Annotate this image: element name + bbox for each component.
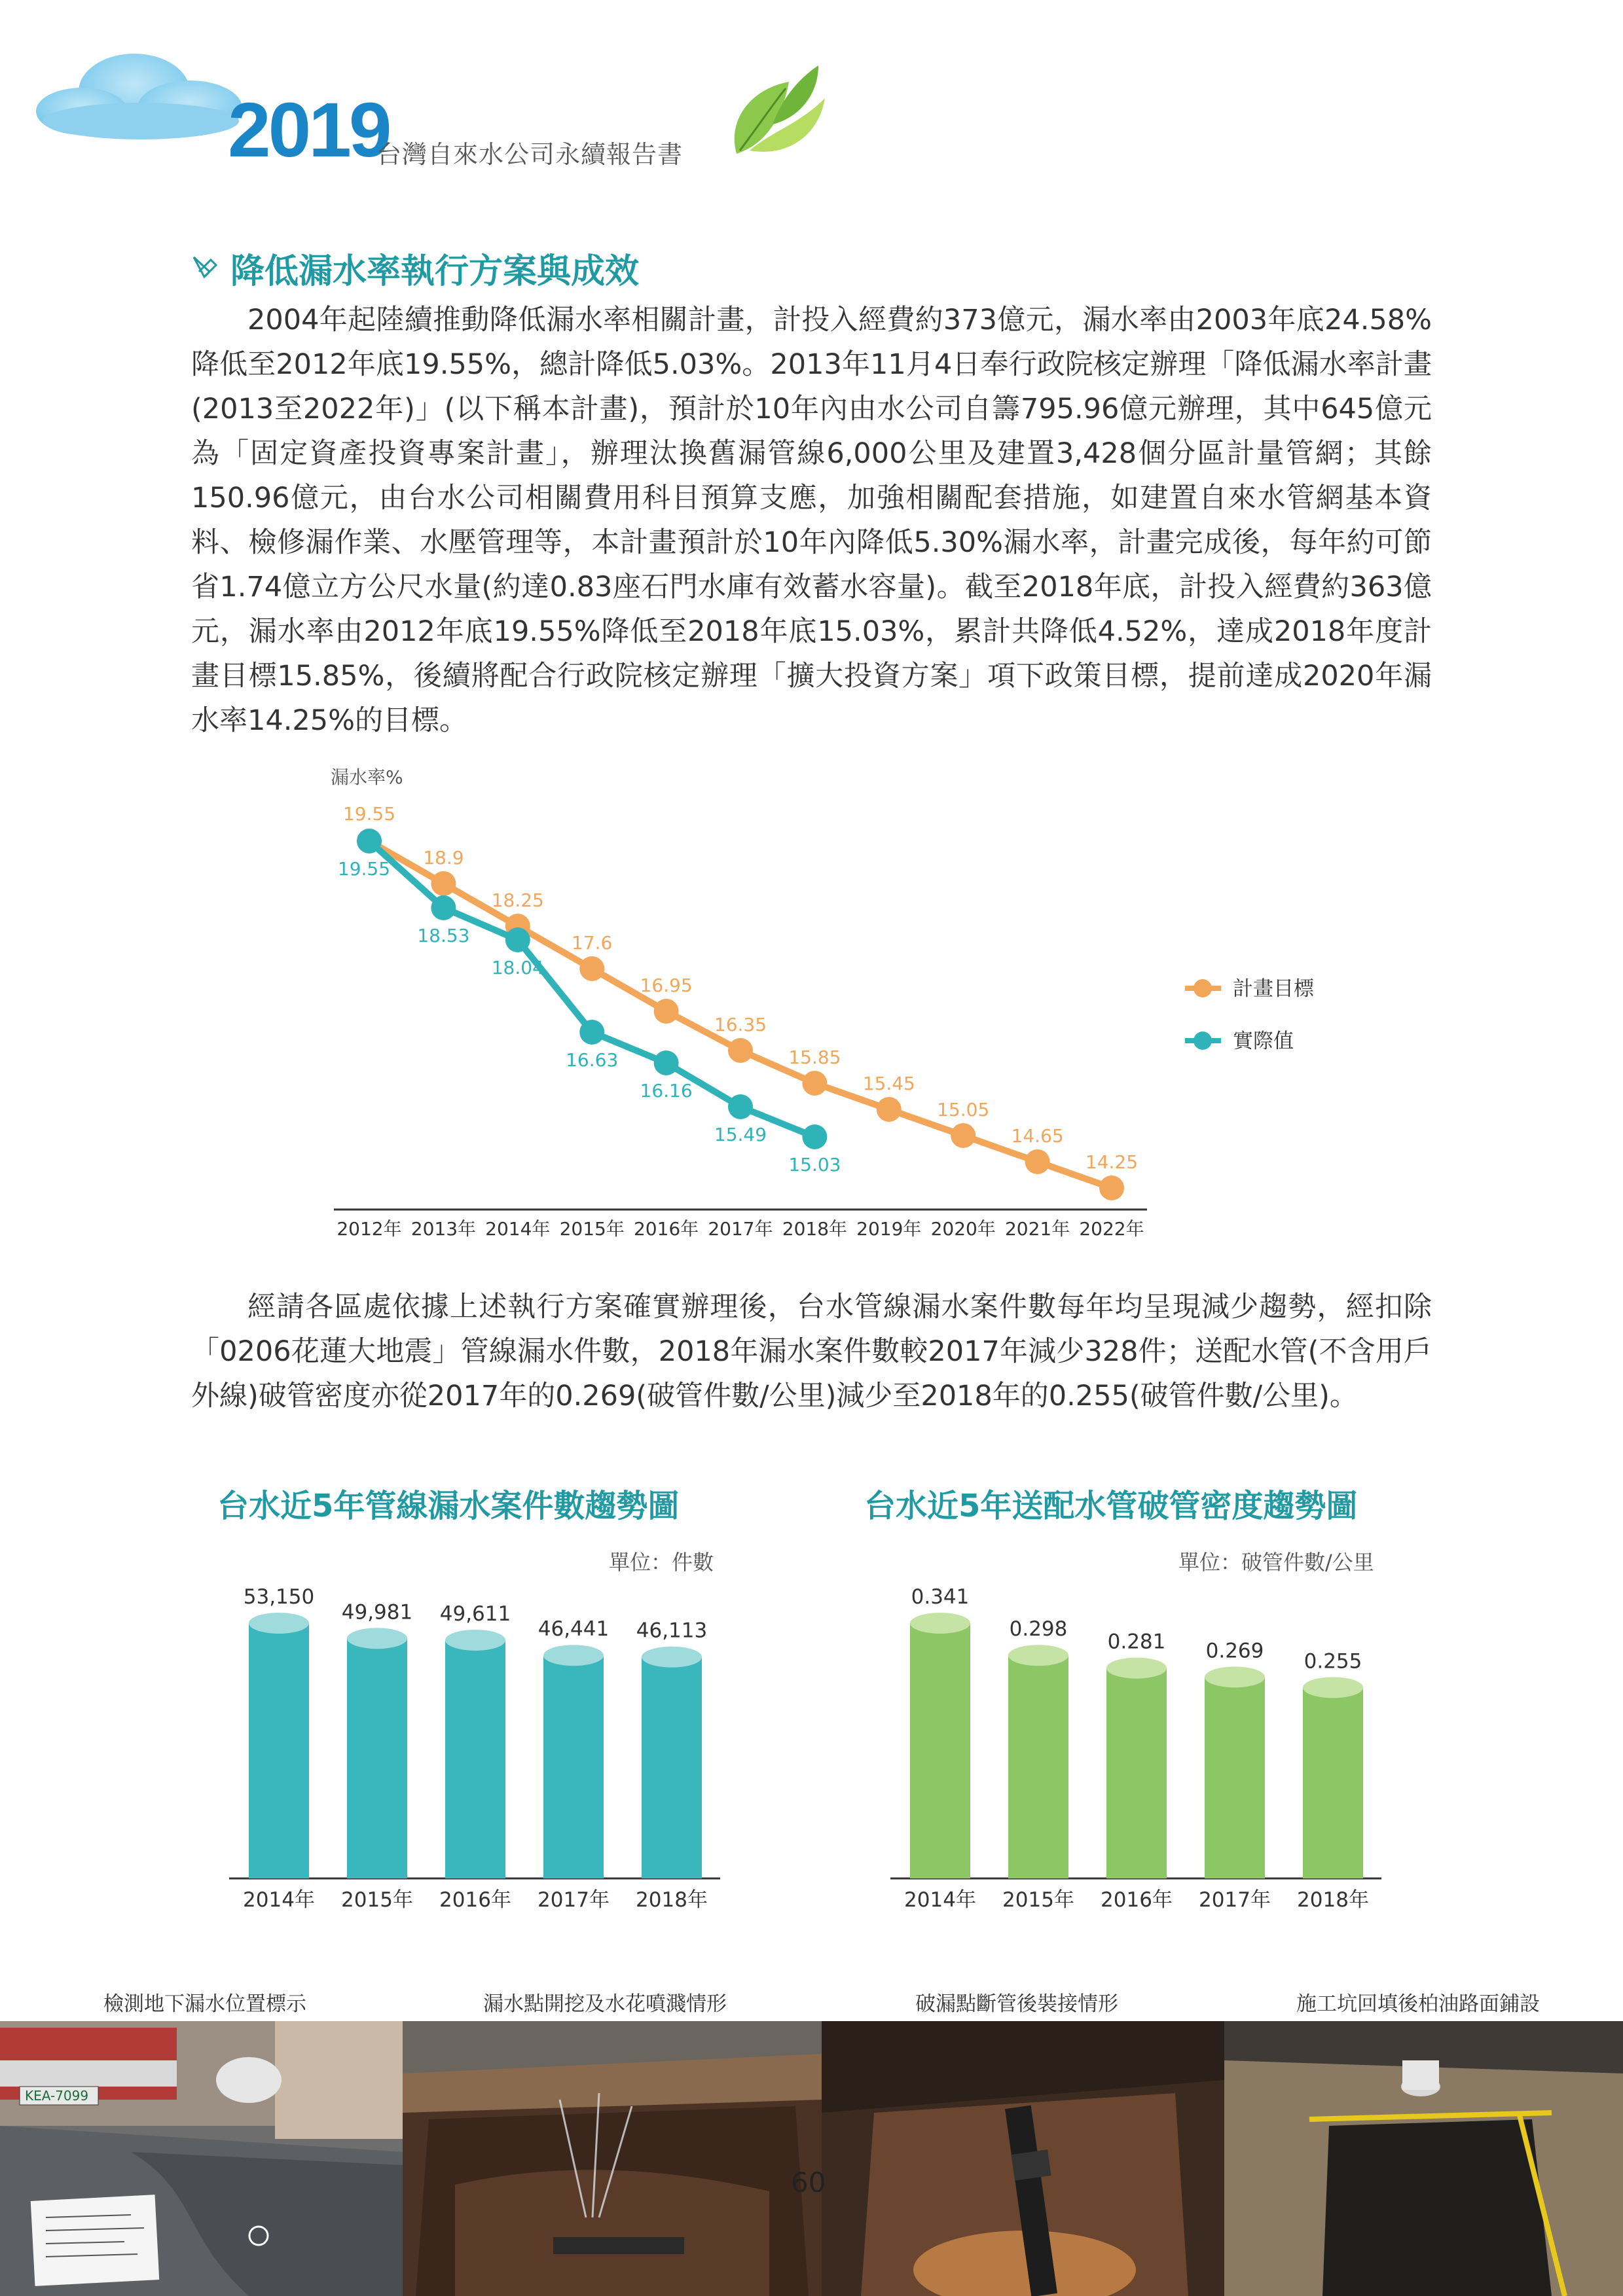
photo-pipe-reconnection: [822, 2021, 1224, 2296]
leak-bar: [347, 1638, 407, 1878]
density-x-tick: 2014年: [904, 1888, 976, 1912]
line-data-label: 15.85: [788, 1047, 841, 1068]
line-point: [579, 956, 604, 981]
leaf-icon: [720, 59, 831, 164]
leak-data-label: 46,113: [636, 1619, 708, 1643]
line-data-label: 16.63: [566, 1049, 619, 1071]
line-chart-x-tick: 2022年: [1079, 1218, 1144, 1240]
line-chart-x-tick: 2018年: [782, 1218, 848, 1240]
photo-asphalt-paving: [1224, 2021, 1623, 2296]
leak-chart-title: 台水近5年管線漏水案件數趨勢圖: [217, 1488, 680, 1524]
leak-chart-unit: 單位：件數: [609, 1550, 714, 1575]
density-x-tick: 2015年: [1002, 1888, 1074, 1912]
density-data-label: 0.255: [1304, 1649, 1362, 1674]
leak-bar: [249, 1623, 309, 1878]
leak-cases-bar-chart: [216, 1558, 733, 1924]
line-point: [357, 829, 382, 853]
line-data-label: 14.25: [1085, 1151, 1139, 1173]
leak-x-tick: 2014年: [243, 1888, 315, 1912]
density-chart-unit: 單位：破管件數/公里: [1178, 1550, 1374, 1575]
line-data-label: 15.45: [862, 1073, 915, 1094]
pipe-density-bar-chart: [877, 1558, 1395, 1924]
line-data-label: 15.05: [937, 1099, 990, 1121]
line-chart-x-tick: 2020年: [930, 1218, 996, 1240]
line-data-label: 15.49: [714, 1124, 767, 1145]
line-chart-x-tick: 2016年: [633, 1218, 699, 1240]
section-title: 降低漏水率執行方案與成效: [230, 252, 640, 291]
line-data-label: 19.55: [337, 858, 391, 880]
line-chart-x-tick: 2015年: [559, 1218, 625, 1240]
line-data-label: 16.35: [714, 1014, 767, 1035]
line-data-label: 16.95: [640, 975, 693, 996]
leak-x-tick: 2017年: [538, 1888, 610, 1912]
photo-caption-2: 漏水點開挖及水花噴濺情形: [483, 1992, 727, 2016]
legend-label: 計畫目標: [1233, 977, 1314, 1001]
density-data-label: 0.269: [1205, 1639, 1264, 1663]
density-bar-cap: [1106, 1658, 1167, 1679]
leak-bar-cap: [249, 1613, 309, 1634]
leak-rate-line-chart: [288, 759, 1314, 1257]
leak-bar-cap: [642, 1647, 702, 1668]
density-chart-title: 台水近5年送配水管破管密度趨勢圖: [864, 1488, 1358, 1524]
line-point: [1025, 1149, 1050, 1174]
intro-paragraph: 2004年起陸續推動降低漏水率相關計畫，計投入經費約373億元，漏水率由2003年底24.58%降低至2012年底19.55%，總計降低5.03%。2013年11月4日奉行政院核定辦理「降低漏水率計畫(2013至2022年)」(以下稱本計畫)，預計於10年內由水公司自籌795.96億元辦理，其中645億元為「固定資產投資專案計畫」，辦理汰換舊漏管線6,000公里及建置3,428個分區計量管網；其餘150.96億元，由台水公司相關費用科目預算支應，加強相關配套措施，如建置自來水管網基本資料、檢修漏作業、水壓管理等，本計畫預計於10年內降低5.30%漏水率，計畫完成後，每年約可節省1.74億立方公尺水量(約達0.83座石門水庫有效蓄水容量)。截至2018年底，計投入經費約363億元，漏水率由2012年底19.55%降低至2018年底15.03%，累計共降低4.52%，達成2018年度計畫目標15.85%，後續將配合行政院核定辦理「擴大投資方案」項下政策目標，提前達成2020年漏水率14.25%的目標。: [191, 304, 1432, 737]
photo-caption-1: 檢測地下漏水位置標示: [103, 1992, 306, 2016]
leak-x-tick: 2018年: [636, 1888, 708, 1912]
leak-x-tick: 2015年: [341, 1888, 413, 1912]
legend-swatch-dot: [1194, 1031, 1212, 1050]
leak-x-tick: 2016年: [439, 1888, 511, 1912]
photo-caption-3: 破漏點斷管後裝接情形: [915, 1992, 1118, 2016]
density-bar: [1008, 1655, 1068, 1878]
line-data-label: 16.16: [640, 1080, 693, 1102]
leak-data-label: 46,441: [538, 1617, 610, 1641]
legend-swatch-dot: [1194, 979, 1212, 997]
density-bar-cap: [1205, 1666, 1265, 1687]
leak-data-label: 49,981: [341, 1600, 413, 1624]
density-bar: [1303, 1687, 1363, 1878]
line-point: [431, 895, 456, 920]
density-x-tick: 2018年: [1297, 1888, 1369, 1912]
line-chart-x-tick: 2021年: [1004, 1218, 1070, 1240]
line-chart-x-tick: 2012年: [337, 1218, 402, 1240]
line-point: [1099, 1175, 1124, 1200]
photo-excavation-water-spray: [403, 2021, 822, 2296]
density-bar: [1205, 1677, 1265, 1878]
density-x-tick: 2017年: [1199, 1888, 1271, 1912]
line-point: [877, 1097, 902, 1122]
leak-bar: [445, 1640, 505, 1878]
line-data-label: 14.65: [1011, 1125, 1064, 1147]
line-chart-x-tick: 2017年: [708, 1218, 773, 1240]
leak-bar: [642, 1657, 702, 1878]
line-point: [654, 1050, 679, 1075]
line-point: [579, 1020, 604, 1045]
photo-caption-4: 施工坑回填後柏油路面鋪設: [1296, 1992, 1540, 2016]
line-data-label: 18.9: [423, 847, 464, 869]
photo-leak-detection-marking: [0, 2021, 403, 2296]
density-bar-cap: [1303, 1677, 1363, 1698]
leak-bar-cap: [543, 1645, 604, 1666]
density-bar: [1106, 1668, 1167, 1878]
line-data-label: 18.53: [417, 925, 470, 946]
density-bar: [910, 1623, 970, 1878]
page-number: 60: [791, 2166, 826, 2198]
line-chart-x-tick: 2014年: [485, 1218, 551, 1240]
line-point: [802, 1071, 827, 1096]
line-data-label: 17.6: [572, 932, 613, 954]
line-point: [431, 871, 456, 896]
line-point: [728, 1094, 753, 1119]
density-bar-cap: [1008, 1645, 1068, 1666]
density-bar-cap: [910, 1613, 970, 1634]
line-chart-x-tick: 2019年: [856, 1218, 922, 1240]
line-point: [802, 1124, 827, 1149]
line-point: [728, 1038, 753, 1063]
line-point: [654, 999, 679, 1024]
line-data-label: 15.03: [788, 1154, 841, 1175]
leak-bar-cap: [347, 1628, 407, 1649]
line-chart-legend: [1185, 977, 1315, 1053]
line-chart-y-label: 漏水率%: [331, 766, 403, 788]
line-data-label: 18.25: [491, 889, 544, 911]
density-x-tick: 2016年: [1101, 1888, 1173, 1912]
leak-data-label: 53,150: [243, 1585, 315, 1609]
header-title: 台灣自來水公司永續報告書: [376, 140, 684, 169]
leak-bar-cap: [445, 1630, 505, 1651]
density-data-label: 0.341: [911, 1585, 970, 1609]
density-data-label: 0.281: [1107, 1630, 1166, 1654]
line-point: [951, 1123, 976, 1148]
result-paragraph: 經請各區處依據上述執行方案確實辦理後，台水管線漏水案件數每年均呈現減少趨勢，經扣除「0206花蓮大地震」管線漏水件數，2018年漏水案件數較2017年減少328件；送配水管(不含用戶外線)破管密度亦從2017年的0.269(破管件數/公里)減少至2018年的0.255(破管件數/公里)。: [191, 1291, 1432, 1412]
leak-data-label: 49,611: [439, 1602, 511, 1626]
line-chart-x-tick: 2013年: [410, 1218, 477, 1240]
line-data-label: 18.04: [491, 957, 544, 978]
header-year: 2019: [228, 87, 390, 173]
leak-bar: [543, 1655, 604, 1878]
legend-label: 實際值: [1233, 1030, 1294, 1053]
line-point: [505, 927, 530, 952]
truck-license-plate: KEA-7099: [25, 2088, 89, 2104]
line-data-label: 19.55: [342, 803, 396, 825]
header-cloud-graphic: [36, 46, 246, 144]
density-data-label: 0.298: [1009, 1617, 1068, 1641]
